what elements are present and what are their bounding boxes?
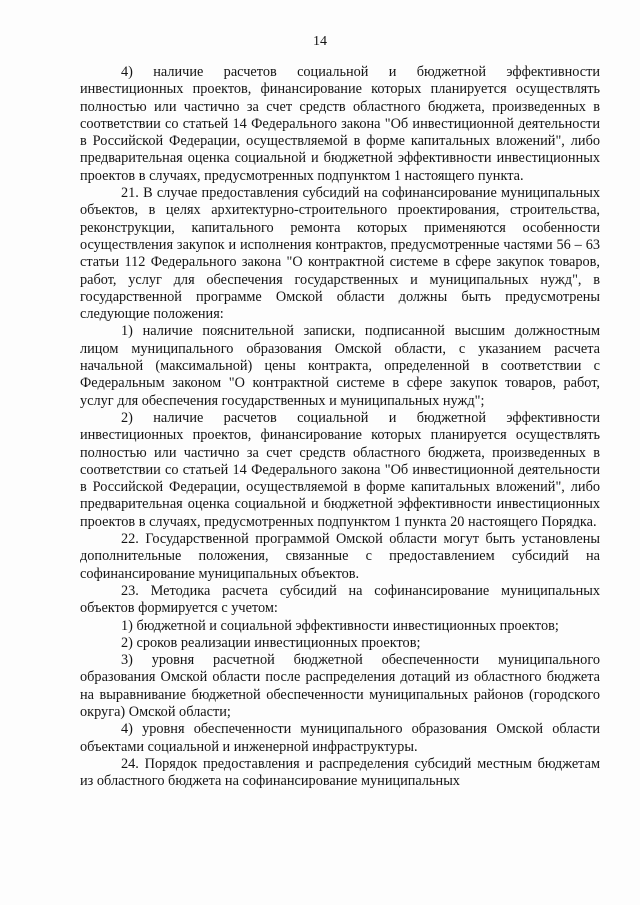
- paragraph-21-item-2: 2) наличие расчетов социальной и бюджетной эффективности инвестиционных проектов, финансирование которых планируется осуществлять полностью или частично за счет средств областного бюджета, произведенных в соответствии со статьей 14 Федерального закона "Об инвестиционной деятельности в Российской Федерации, осуществляемой в форме капитальных вложений", либо предварительная оценка социальной и бюджетной эффективности инвестиционных проектов в случаях, предусмотренных подпунктом 1 пункта 20 настоящего Порядка.: [80, 409, 600, 530]
- paragraph-22: 22. Государственной программой Омской области могут быть установлены дополнительные положения, связанные с предоставлением субсидий на софинансирование муниципальных объектов.: [80, 531, 600, 582]
- paragraph-24: 24. Порядок предоставления и распределения субсидий местным бюджетам из областного бюджета на софинансирование муниципальных: [80, 755, 600, 790]
- paragraph-23: 23. Методика расчета субсидий на софинансирование муниципальных объектов формируется с учетом:: [80, 582, 600, 617]
- paragraph-23-item-2: 2) сроков реализации инвестиционных проектов;: [121, 634, 421, 651]
- paragraph-item-4-first: 4) наличие расчетов социальной и бюджетной эффективности инвестиционных проектов, финансирование которых планируется осуществлять полностью или частично за счет средств областного бюджета, произведенных в соответствии со статьей 14 Федерального закона "Об инвестиционной деятельности в Российской Федерации, осуществляемой в форме капитальных вложений", либо предварительная оценка социальной и бюджетной эффективности инвестиционных проектов в случаях, предусмотренных подпунктом 1 настоящего пункта.: [80, 64, 600, 184]
- paragraph-21: 21. В случае предоставления субсидий на софинансирование муниципальных объектов, в целях архитектурно-строительного проектирования, строительства, реконструкции, капитального ремонта которых применяются особенности осуществления закупок и исполнения контрактов, предусмотренные частями 56 – 63 статьи 112 Федерального закона "О контрактной системе в сфере закупок товаров, работ, услуг для обеспечения государственных и муниципальных нужд", в государственной программе Омской области должны быть предусмотрены следующие положения:: [80, 185, 600, 323]
- paragraph-23-item-4: 4) уровня обеспеченности муниципального образования Омской области объектами социальной и инженерной инфраструктуры.: [80, 721, 600, 755]
- paragraph-21-item-1: 1) наличие пояснительной записки, подписанной высшим должностным лицом муниципального образования Омской области, с указанием расчета начальной (максимальной) цены контракта, определенной в соответствии с Федеральным законом "О контрактной системе в сфере закупок товаров, работ, услуг для обеспечения государственных и муниципальных нужд";: [80, 323, 600, 409]
- page-number: 14: [313, 34, 327, 49]
- paragraph-23-item-1: 1) бюджетной и социальной эффективности инвестиционных проектов;: [121, 617, 559, 634]
- body-text: [80, 64, 600, 790]
- paragraph-23-item-3: 3) уровня расчетной бюджетной обеспеченности муниципального образования Омской области после распределения дотаций из областного бюджета на выравнивание бюджетной обеспеченности муниципальных районов (городского округа) Омской области;: [80, 652, 600, 720]
